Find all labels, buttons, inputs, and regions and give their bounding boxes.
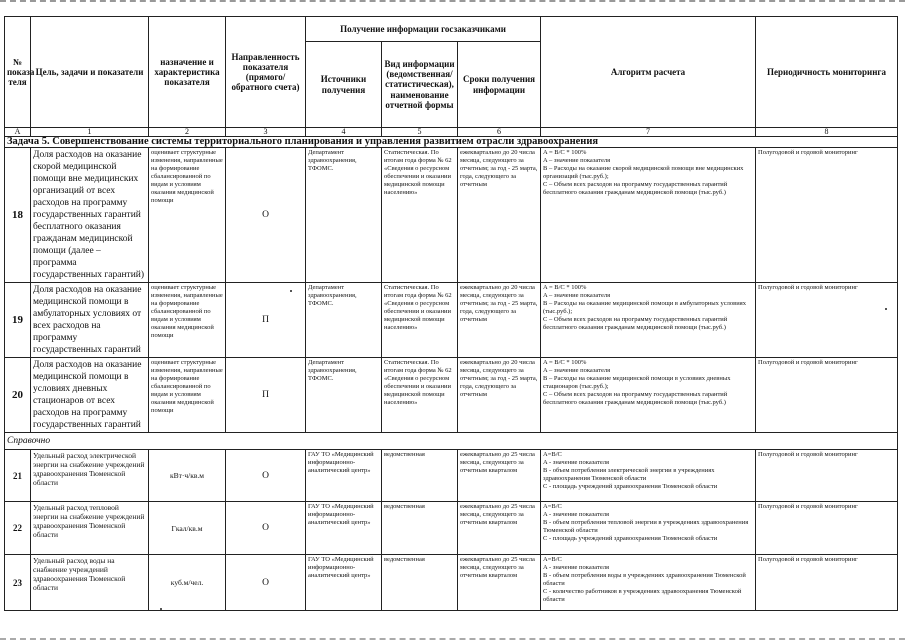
info-source: Департамент здравоохранения, ТФОМС. bbox=[306, 148, 382, 283]
row-number: 22 bbox=[5, 502, 31, 555]
header-algorithm: Алгоритм расчета bbox=[541, 17, 756, 128]
calc-algorithm: A = B/C * 100% A – значение показателя B – Расходы на оказание скорой медицинской помощи вне медицинских организаций (тыс.руб.); C – Объем всех расходов на программу государственных гарантий бесплатного оказания гражданам медицинской помощи (тыс.руб.) bbox=[541, 148, 756, 283]
indicator-direction: П bbox=[226, 358, 306, 433]
indicator-name: Удельный расход воды на снабжение учреждений здравоохранения Тюменской области bbox=[31, 555, 149, 611]
indicator-direction: О bbox=[226, 555, 306, 611]
header-info-group: Получение информации госзаказчиками bbox=[306, 17, 541, 42]
col-number: 7 bbox=[541, 128, 756, 137]
indicator-direction: П bbox=[226, 283, 306, 358]
header-periodicity: Периодичность мониторинга bbox=[756, 17, 898, 128]
table-row bbox=[5, 450, 898, 502]
indicator-purpose: оценивает структурные изменения, направленные на формирование сбалансированной по видам и условиям оказания медицинской помощи bbox=[149, 358, 226, 433]
scan-edge-top bbox=[0, 0, 905, 8]
info-deadline: ежеквартально до 20 числа месяца, следующего за отчетным; за год - 25 марта, года, следующего за отчетным bbox=[458, 283, 541, 358]
indicator-unit: Гкал/кв.м bbox=[149, 502, 226, 555]
indicator-purpose: оценивает структурные изменения, направленные на формирование сбалансированной по видам и условиям оказания медицинской помощи bbox=[149, 283, 226, 358]
info-type: Статистическая. По итогам года форма № 62 «Сведения о ресурсном обеспечении и оказании медицинской помощи населению» bbox=[382, 358, 458, 433]
header-purpose: назначение и характеристика показателя bbox=[149, 17, 226, 128]
info-type: Статистическая. По итогам года форма № 62 «Сведения о ресурсном обеспечении и оказании медицинской помощи населению» bbox=[382, 283, 458, 358]
table-row bbox=[5, 148, 898, 283]
calc-algorithm: A=B/C A - значение показателя B - объем потребления воды в учреждениях здравоохранения Тюменской области C - количество работников в учреждениях здравоохранения Тюменской области bbox=[541, 555, 756, 611]
indicator-name: Удельный расход тепловой энергии на снабжение учреждений здравоохранения Тюменской области bbox=[31, 502, 149, 555]
calc-algorithm: A = B/C * 100% A – значение показателя B – Расходы на оказание медицинской помощи в условиях дневных стационаров (тыс.руб.); C – Объем всех расходов на программу государственных гарантий бесплатного оказания гражданам медицинской помощи (тыс.руб.) bbox=[541, 358, 756, 433]
info-deadline: ежеквартально до 25 числа месяца, следующего за отчетным кварталом bbox=[458, 502, 541, 555]
info-deadline: ежеквартально до 25 числа месяца, следующего за отчетным кварталом bbox=[458, 450, 541, 502]
col-number: А bbox=[5, 128, 31, 137]
info-source: ГАУ ТО «Медицинский информационно-аналитический центр» bbox=[306, 502, 382, 555]
row-number: 21 bbox=[5, 450, 31, 502]
header-sources: Источники получения bbox=[306, 42, 382, 128]
col-number: 6 bbox=[458, 128, 541, 137]
indicator-direction: О bbox=[226, 502, 306, 555]
col-number: 1 bbox=[31, 128, 149, 137]
header-direction: Направленность показателя (прямого/обратного счета) bbox=[226, 17, 306, 128]
info-source: Департамент здравоохранения, ТФОМС. bbox=[306, 283, 382, 358]
info-source: Департамент здравоохранения, ТФОМС. bbox=[306, 358, 382, 433]
info-type: Статистическая. По итогам года форма № 62 «Сведения о ресурсном обеспечении и оказании медицинской помощи населению» bbox=[382, 148, 458, 283]
indicator-unit: кВт·ч/кв.м bbox=[149, 450, 226, 502]
monitoring-periodicity: Полугодовой и годовой мониторинг bbox=[756, 358, 898, 433]
scan-speck bbox=[885, 308, 887, 310]
info-deadline: ежеквартально до 20 числа месяца, следующего за отчетным; за год - 25 марта, года, следующего за отчетным bbox=[458, 148, 541, 283]
header-num: № показа теля bbox=[5, 17, 31, 128]
info-source: ГАУ ТО «Медицинский информационно-аналитический центр» bbox=[306, 450, 382, 502]
info-type: ведомственная bbox=[382, 502, 458, 555]
info-deadline: ежеквартально до 25 числа месяца, следующего за отчетным кварталом bbox=[458, 555, 541, 611]
monitoring-periodicity: Полугодовой и годовой мониторинг bbox=[756, 502, 898, 555]
calc-algorithm: A = B/C * 100% A – значение показателя B – Расходы на оказание медицинской помощи в амбулаторных условиях (тыс.руб.); C – Объем всех расходов на программу государственных гарантий бесплатного оказания гражданам медицинской помощи (тыс.руб.) bbox=[541, 283, 756, 358]
row-number: 20 bbox=[5, 358, 31, 433]
col-number: 3 bbox=[226, 128, 306, 137]
section-title: Задача 5. Совершенствование системы территориального планирования и управления развитием отрасли здравоохранения bbox=[5, 137, 898, 148]
monitoring-table bbox=[4, 16, 898, 611]
indicator-direction: О bbox=[226, 450, 306, 502]
table-row bbox=[5, 283, 898, 358]
row-number: 19 bbox=[5, 283, 31, 358]
header-deadlines: Сроки получения информации bbox=[458, 42, 541, 128]
monitoring-periodicity: Полугодовой и годовой мониторинг bbox=[756, 555, 898, 611]
info-deadline: ежеквартально до 20 числа месяца, следующего за отчетным; за год - 25 марта, года, следующего за отчетным bbox=[458, 358, 541, 433]
indicator-unit: куб.м/чел. bbox=[149, 555, 226, 611]
monitoring-periodicity: Полугодовой и годовой мониторинг bbox=[756, 450, 898, 502]
col-number: 5 bbox=[382, 128, 458, 137]
info-source: ГАУ ТО «Медицинский информационно-аналитический центр» bbox=[306, 555, 382, 611]
subsection-title: Справочно bbox=[5, 433, 898, 450]
col-number: 2 bbox=[149, 128, 226, 137]
table-row bbox=[5, 358, 898, 433]
header-goal: Цель, задачи и показатели bbox=[31, 17, 149, 128]
indicator-name: Доля расходов на оказание скорой медицинской помощи вне медицинских организаций от всех расходов на программу государственных гарантий бесплатного оказания гражданам медицинской помощи (далее – программа государственных гарантий) bbox=[31, 148, 149, 283]
scan-speck bbox=[290, 290, 292, 292]
info-type: ведомственная bbox=[382, 450, 458, 502]
col-number: 4 bbox=[306, 128, 382, 137]
calc-algorithm: A=B/C A - значение показателя B - объем потребления тепловой энергии в учреждениях здравоохранения Тюменской области C - площадь учреждений здравоохранения Тюменской области bbox=[541, 502, 756, 555]
scan-speck bbox=[160, 608, 162, 610]
indicator-direction: О bbox=[226, 148, 306, 283]
info-type: ведомственная bbox=[382, 555, 458, 611]
table-row bbox=[5, 502, 898, 555]
row-number: 18 bbox=[5, 148, 31, 283]
table-row bbox=[5, 555, 898, 611]
col-number: 8 bbox=[756, 128, 898, 137]
row-number: 23 bbox=[5, 555, 31, 611]
indicator-purpose: оценивает структурные изменения, направленные на формирование сбалансированной по видам и условиям оказания медицинской помощи bbox=[149, 148, 226, 283]
monitoring-periodicity: Полугодовой и годовой мониторинг bbox=[756, 283, 898, 358]
monitoring-periodicity: Полугодовой и годовой мониторинг bbox=[756, 148, 898, 283]
scan-edge-bottom bbox=[0, 632, 905, 640]
indicator-name: Доля расходов на оказание медицинской помощи в амбулаторных условиях от всех расходов на программу государственных гарантий bbox=[31, 283, 149, 358]
indicator-name: Доля расходов на оказание медицинской помощи в условиях дневных стационаров от всех расходов на программу государственных гарантий bbox=[31, 358, 149, 433]
header-info-type: Вид информации (ведомственная/статистическая), наименование отчетной формы bbox=[382, 42, 458, 128]
indicator-name: Удельный расход электрической энергии на снабжение учреждений здравоохранения Тюменской области bbox=[31, 450, 149, 502]
calc-algorithm: A=B/C A - значение показателя B - объем потребления электрической энергии в учреждениях здравоохранения Тюменской области C - площадь учреждений здравоохранения Тюменской области bbox=[541, 450, 756, 502]
